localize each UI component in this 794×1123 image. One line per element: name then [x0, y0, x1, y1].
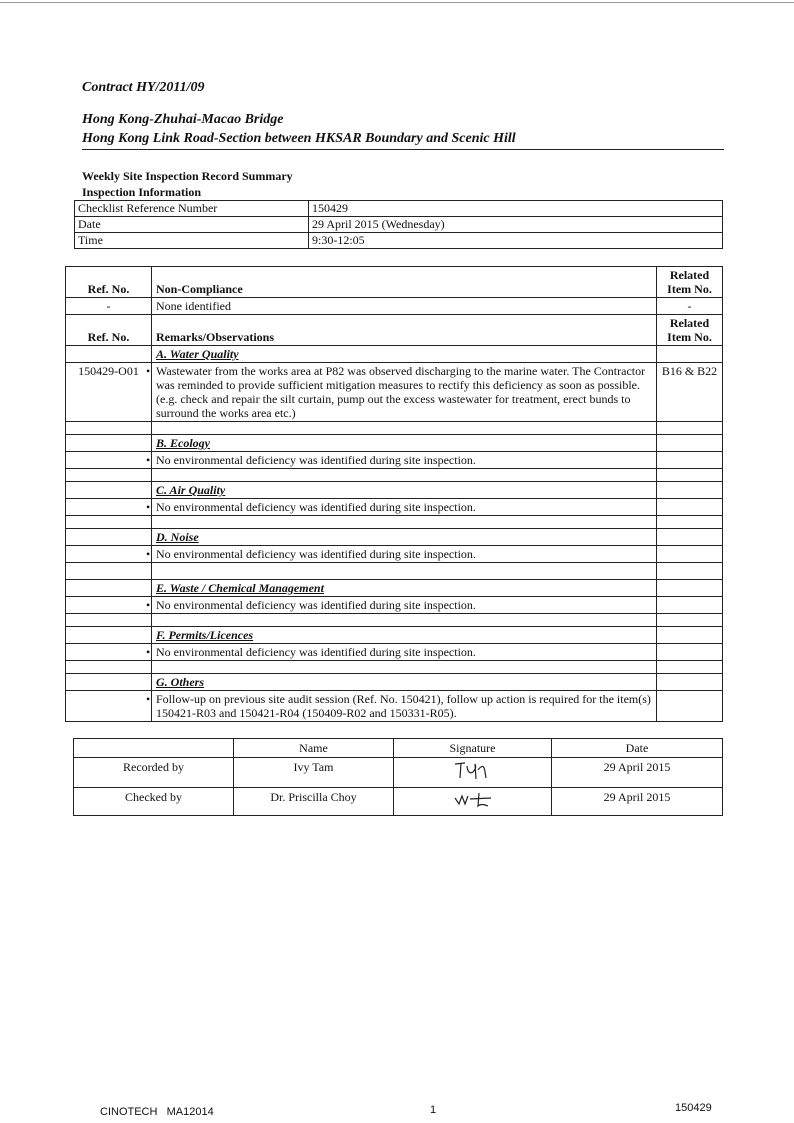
project-title-line1: Hong Kong-Zhuhai-Macao Bridge: [82, 112, 284, 127]
spacer-row: [66, 661, 723, 674]
remark-text: • Follow-up on previous site audit session (Ref. No. 150421), follow up action is required for the item(s) 150421-R03 and 150421-R04 (150409-R02 and 150331-R05).: [152, 691, 657, 722]
remark-text: • Wastewater from the works area at P82 was observed discharging to the marine water. The Contractor was reminded to provide sufficient mitigation measures to rectify this deficiency as soon as possible. (e.g. check and repair the silt curtain, pump out the excess wastewater for treatment, erect bunds to surround the works area etc.): [152, 363, 657, 422]
spacer-row: [66, 563, 723, 580]
signoff-table: [73, 738, 723, 816]
noncompliance-header-row: [66, 267, 723, 298]
spacer-row: [66, 516, 723, 529]
signature-priscilla-choy: [394, 788, 552, 816]
section-title-row: [66, 529, 723, 546]
remark-text: • No environmental deficiency was identified during site inspection.: [152, 499, 657, 516]
ref-no-header: Ref. No.: [66, 315, 152, 346]
project-title-line2: Hong Kong Link Road-Section between HKSAR Boundary and Scenic Hill: [82, 131, 516, 146]
signoff-name: Dr. Priscilla Choy: [234, 788, 394, 816]
section-title: F. Permits/Licences: [152, 627, 657, 644]
info-row-checklist: [75, 201, 723, 217]
related-item: [657, 691, 723, 722]
signoff-name: Ivy Tam: [234, 758, 394, 788]
related-item: [657, 452, 723, 469]
remark-row: [66, 644, 723, 661]
ref-no: [66, 597, 152, 614]
section-title: C. Air Quality: [152, 482, 657, 499]
remark-text: • No environmental deficiency was identified during site inspection.: [152, 644, 657, 661]
section-title-row: [66, 580, 723, 597]
noncompliance-header: Non-Compliance: [152, 267, 657, 298]
date-header: Date: [552, 739, 723, 758]
section-title-row: [66, 674, 723, 691]
signature-header: Signature: [394, 739, 552, 758]
signoff-header-row: [74, 739, 723, 758]
inspection-info-table: [74, 200, 723, 249]
info-label: Checklist Reference Number: [75, 201, 309, 217]
ref-no-header: Ref. No.: [66, 267, 152, 298]
signoff-date: 29 April 2015: [552, 788, 723, 816]
remark-row: [66, 691, 723, 722]
remark-text: • No environmental deficiency was identified during site inspection.: [152, 546, 657, 563]
scan-top-edge: [0, 2, 794, 3]
remark-row: [66, 363, 723, 422]
inspection-record-table: [65, 266, 723, 722]
info-value: 29 April 2015 (Wednesday): [309, 217, 723, 233]
remark-row: [66, 452, 723, 469]
inspection-info-title: Inspection Information: [82, 185, 202, 199]
signoff-role: Checked by: [74, 788, 234, 816]
handwritten-signature-icon: [451, 790, 495, 810]
section-title: G. Others: [152, 674, 657, 691]
footer-page-number: 1: [430, 1104, 437, 1116]
signoff-blank-header: [74, 739, 234, 758]
info-label: Time: [75, 233, 309, 249]
info-value: 9:30-12:05: [309, 233, 723, 249]
ref-no: -: [66, 298, 152, 315]
related-item: B16 & B22: [657, 363, 723, 422]
section-title: A. Water Quality: [152, 346, 657, 363]
section-title-row: [66, 482, 723, 499]
summary-title: Weekly Site Inspection Record Summary: [82, 169, 293, 183]
remark-text: • No environmental deficiency was identified during site inspection.: [152, 452, 657, 469]
spacer-row: [66, 469, 723, 482]
remark-row: [66, 546, 723, 563]
info-row-time: [75, 233, 723, 249]
info-value: 150429: [309, 201, 723, 217]
related-item: [657, 546, 723, 563]
footer-left: CINOTECH MA12014: [100, 1106, 214, 1118]
section-title: D. Noise: [152, 529, 657, 546]
related-item: [657, 499, 723, 516]
contract-title: Contract HY/2011/09: [82, 80, 205, 95]
name-header: Name: [234, 739, 394, 758]
remark-row: [66, 597, 723, 614]
ref-no: [66, 691, 152, 722]
related-item: [657, 597, 723, 614]
section-title: E. Waste / Chemical Management: [152, 580, 657, 597]
remarks-header: Remarks/Observations: [152, 315, 657, 346]
signoff-date: 29 April 2015: [552, 758, 723, 788]
section-title-row: [66, 435, 723, 452]
header-rule: [82, 149, 724, 150]
signoff-row-recorded: [74, 758, 723, 788]
footer-right: 150429: [675, 1102, 712, 1114]
ref-no: [66, 452, 152, 469]
spacer-row: [66, 422, 723, 435]
remark-text: • No environmental deficiency was identified during site inspection.: [152, 597, 657, 614]
handwritten-signature-icon: [451, 760, 495, 782]
noncompliance-text: None identified: [152, 298, 657, 315]
related-item-header: Related Item No.: [657, 267, 723, 298]
related-item-header: Related Item No.: [657, 315, 723, 346]
signoff-role: Recorded by: [74, 758, 234, 788]
info-row-date: [75, 217, 723, 233]
section-title: B. Ecology: [152, 435, 657, 452]
spacer-row: [66, 614, 723, 627]
ref-no: [66, 644, 152, 661]
section-title-row: [66, 346, 723, 363]
signoff-row-checked: [74, 788, 723, 816]
related-item: -: [657, 298, 723, 315]
remark-row: [66, 499, 723, 516]
related-item: [657, 644, 723, 661]
info-label: Date: [75, 217, 309, 233]
noncompliance-row: [66, 298, 723, 315]
ref-no: 150429-O01: [66, 363, 152, 422]
ref-no: [66, 499, 152, 516]
ref-no: [66, 546, 152, 563]
section-title-row: [66, 627, 723, 644]
remarks-header-row: [66, 315, 723, 346]
signature-ivy-tam: [394, 758, 552, 788]
